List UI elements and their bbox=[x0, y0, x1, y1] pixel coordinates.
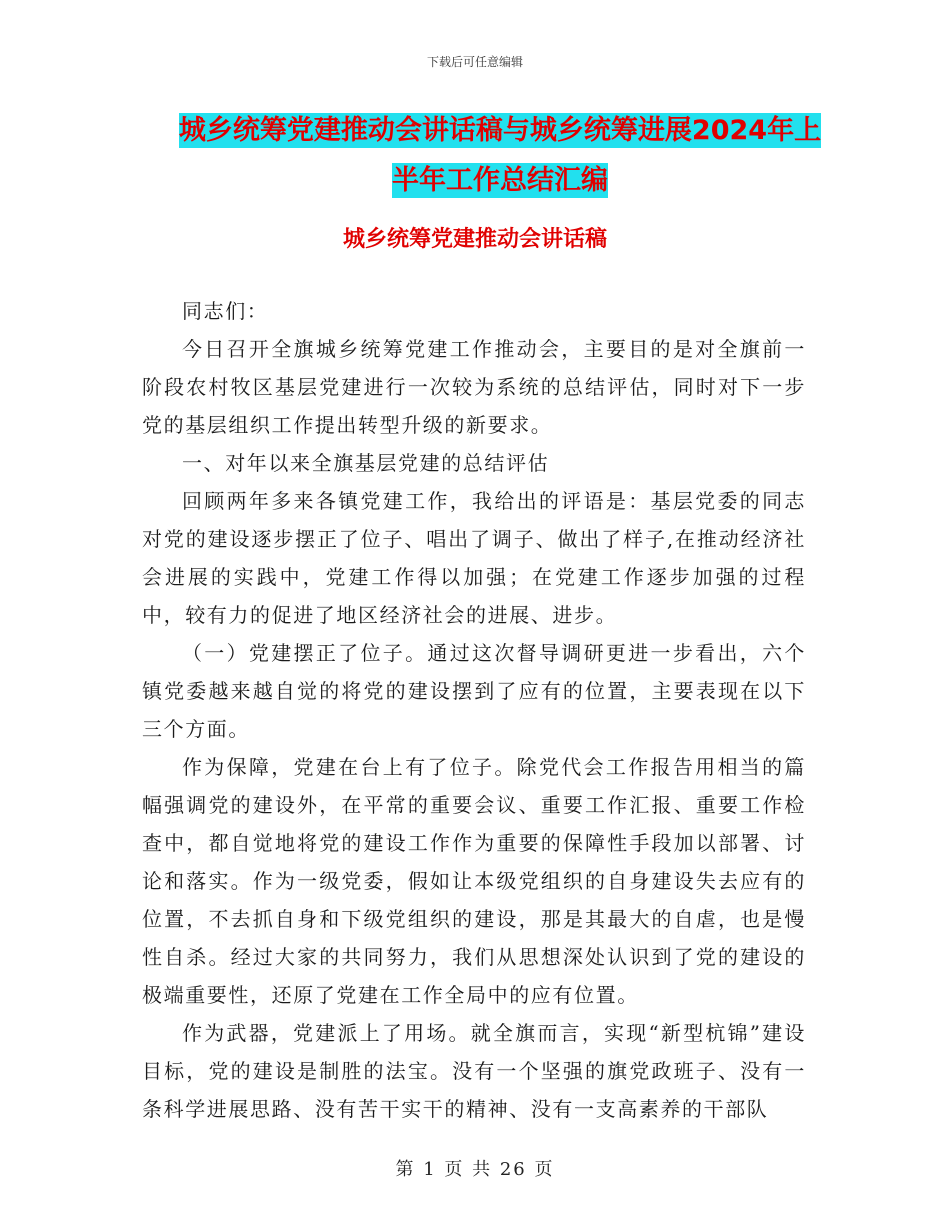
paragraph-salutation: 同志们： bbox=[182, 299, 269, 323]
page-number-footer: 第 1 页 共 26 页 bbox=[395, 1159, 555, 1180]
header-note: 下载后可任意编辑 bbox=[426, 55, 523, 69]
section-title: 城乡统筹党建推动会讲话稿 bbox=[342, 227, 607, 252]
paragraph-subheading-1: （一）党建摆正了位子。通过这次督导调研更进一步看出，六个镇党委越来越自觉的将党的建设摆到了应有的位置，主要表现在以下三个方面。 bbox=[142, 641, 806, 741]
paragraph: 作为保障，党建在台上有了位子。除党代会工作报告用相当的篇幅强调党的建设外，在平常的重要会议、重要工作汇报、重要工作检查中，都自觉地将党的建设工作作为重要的保障性手段加以部署、讨论和落实。作为一级党委，假如让本级党组织的自身建设失去应有的位置，不去抓自身和下级党组织的建设，那是其最大的自虐，也是慢性自杀。经过大家的共同努力，我们从思想深处认识到了党的建设的极端重要性，还原了党建在工作全局中的应有位置。 bbox=[142, 755, 806, 1007]
document-body bbox=[142, 292, 806, 1128]
document-title-line-1: 城乡统筹党建推动会讲话稿与城乡统筹进展2024年上 bbox=[178, 115, 822, 146]
paragraph-intro: 今日召开全旗城乡统筹党建工作推动会，主要目的是对全旗前一阶段农村牧区基层党建进行一次较为系统的总结评估，同时对下一步党的基层组织工作提出转型升级的新要求。 bbox=[142, 337, 806, 437]
paragraph-heading-1: 一、对年以来全旗基层党建的总结评估 bbox=[182, 451, 550, 475]
paragraph: 作为武器，党建派上了用场。就全旗而言，实现“新型杭锦”建设目标，党的建设是制胜的法宝。没有一个坚强的旗党政班子、没有一条科学进展思路、没有苦干实干的精神、没有一支高素养的干部队 bbox=[142, 1021, 806, 1121]
document-title bbox=[150, 106, 850, 206]
document-title-line-2: 半年工作总结汇编 bbox=[392, 165, 608, 196]
paragraph: 回顾两年多来各镇党建工作，我给出的评语是：基层党委的同志对党的建设逐步摆正了位子、唱出了调子、做出了样子,在推动经济社会进展的实践中，党建工作得以加强；在党建工作逐步加强的过程中，较有力的促进了地区经济社会的进展、进步。 bbox=[142, 489, 806, 627]
